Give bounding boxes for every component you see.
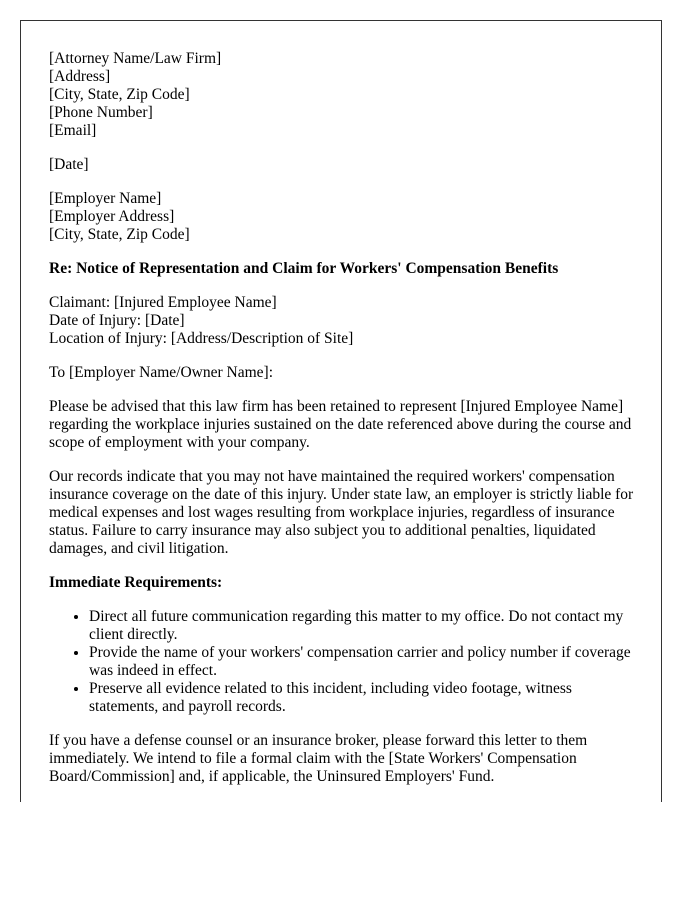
sender-phone: [Phone Number] (49, 104, 153, 121)
body-paragraph: Please be advised that this law firm has been retained to represent [Injured Employee Name] regarding the workplace injuries sustained on the date referenced above during the course and scope of employment with your company. (49, 398, 632, 451)
requirements-list (49, 608, 634, 716)
sender-city: [City, State, Zip Code] (49, 86, 190, 103)
letter-page (20, 20, 662, 802)
recipient-block (49, 190, 634, 244)
body-paragraph: Our records indicate that you may not have maintained the required workers' compensation insurance coverage on the date of this injury. Under state law, an employer is strictly liable for medical expenses and lost wages resulting from workplace injuries, regardless of insurance status. Failure to carry insurance may also subject you to additional penalties, liquidated damages, and civil litigation. (49, 468, 634, 557)
recipient-name: [Employer Name] (49, 190, 162, 207)
claimant: Claimant: [Injured Employee Name] (49, 294, 277, 311)
sender-email: [Email] (49, 122, 97, 139)
list-item: • Preserve all evidence related to this incident, including video footage, witness statements, and payroll records. (89, 680, 634, 716)
list-item: • Direct all future communication regarding this matter to my office. Do not contact my client directly. (89, 608, 634, 644)
salutation: To [Employer Name/Owner Name]: (49, 364, 274, 381)
recipient-city: [City, State, Zip Code] (49, 226, 190, 243)
letter-date: [Date] (49, 156, 89, 173)
sender-address: [Address] (49, 68, 111, 85)
sender-name: [Attorney Name/Law Firm] (49, 50, 222, 67)
date-of-injury: Date of Injury: [Date] (49, 312, 185, 329)
sender-block (49, 50, 634, 140)
closing-paragraph: If you have a defense counsel or an insurance broker, please forward this letter to them immediately. We intend to file a formal claim with the [State Workers' Compensation Board/Commission] and, if applicable, the Uninsured Employers' Fund. (49, 732, 588, 785)
recipient-address: [Employer Address] (49, 208, 175, 225)
subject-line: Re: Notice of Representation and Claim for Workers' Compensation Benefits (49, 260, 559, 277)
requirements-heading: Immediate Requirements: (49, 574, 223, 591)
location-of-injury: Location of Injury: [Address/Description of Site] (49, 330, 354, 347)
list-item: • Provide the name of your workers' compensation carrier and policy number if coverage was indeed in effect. (89, 644, 634, 680)
claim-info (49, 294, 634, 348)
